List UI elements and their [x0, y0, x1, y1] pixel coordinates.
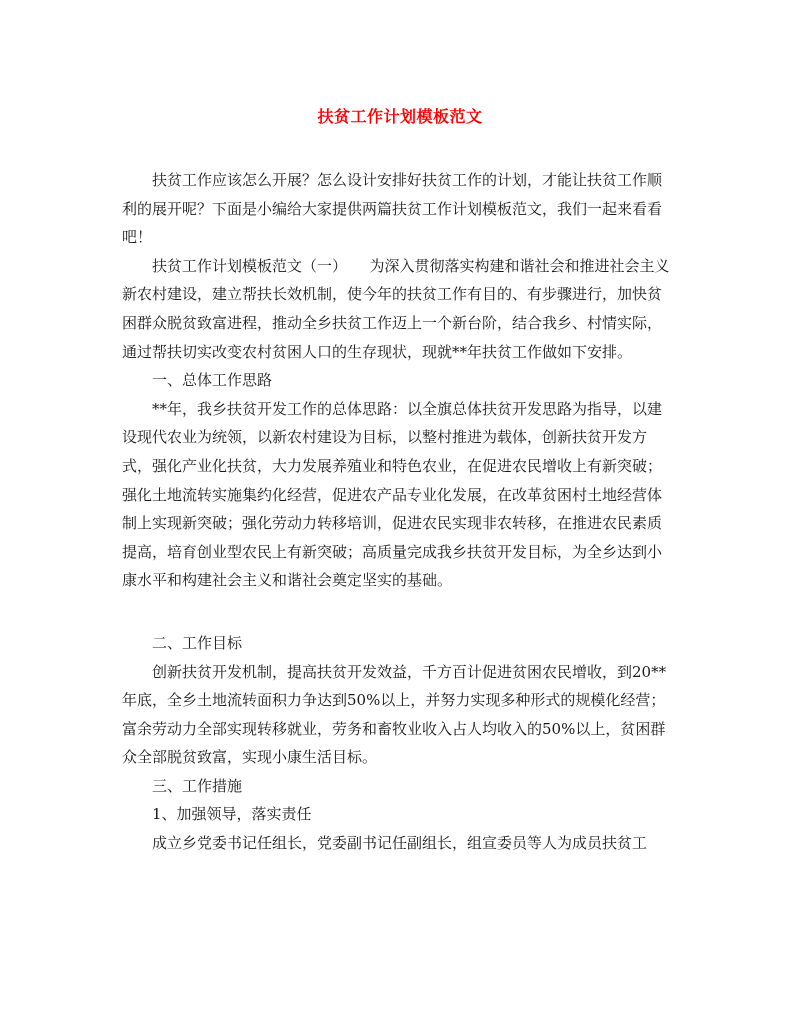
work-goals-paragraph: 创新扶贫开发机制，提高扶贫开发效益，千方百计促进贫困农民增收，到20**年底，全乡土地流转面积力争达到50%以上，并努力实现多种形式的规模化经营；富余劳动力全部实现转移就业，劳务和畜牧业收入占人均收入的50%以上，贫困群众全部脱贫致富，实现小康生活目标。 — [122, 662, 667, 767]
document-title: 扶贫工作计划模板范文 — [317, 107, 483, 126]
document-body — [122, 166, 674, 858]
section-heading-overall-approach: 一、总体工作思路 — [152, 371, 273, 390]
section-heading-work-measures: 三、工作措施 — [152, 776, 243, 795]
subheading-leadership: 1、加强领导，落实责任 — [152, 805, 312, 824]
leadership-paragraph: 成立乡党委书记任组长，党委副书记任副组长，组宣委员等人为成员扶贫工 — [152, 834, 648, 853]
overall-approach-paragraph: **年，我乡扶贫开发工作的总体思路：以全旗总体扶贫开发思路为指导，以建设现代农业为统领，以新农村建设为目标，以整村推进为载体，创新扶贫开发方式，强化产业化扶贫，大力发展养殖业和特色农业，在促进农民增收上有新突破；强化土地流转实施集约化经营，促进农产品专业化发展，在改革贫困村土地经营体制上实现新突破；强化劳动力转移培训，促进农民实现非农转移，在推进农民素质提高，培育创业型农民上有新突破；高质量完成我乡扶贫开发目标，为全乡达到小康水平和构建社会主义和谐社会奠定坚实的基础。 — [122, 399, 663, 590]
template-one-paragraph: 扶贫工作计划模板范文（一） 为深入贯彻落实构建和谐社会和推进社会主义新农村建设，建立帮扶长效机制，使今年的扶贫工作有目的、有步骤进行，加快贫困群众脱贫致富进程，推动全乡扶贫工作迈上一个新台阶，结合我乡、村情实际，通过帮扶切实改变农村贫困人口的生存现状，现就**年扶贫工作做如下安排。 — [122, 256, 670, 361]
section-heading-work-goals: 二、工作目标 — [152, 633, 243, 652]
intro-paragraph: 扶贫工作应该怎么开展？怎么设计安排好扶贫工作的计划，才能让扶贫工作顺利的展开呢？下面是小编给大家提供两篇扶贫工作计划模板范文，我们一起来看看吧！ — [122, 171, 663, 247]
